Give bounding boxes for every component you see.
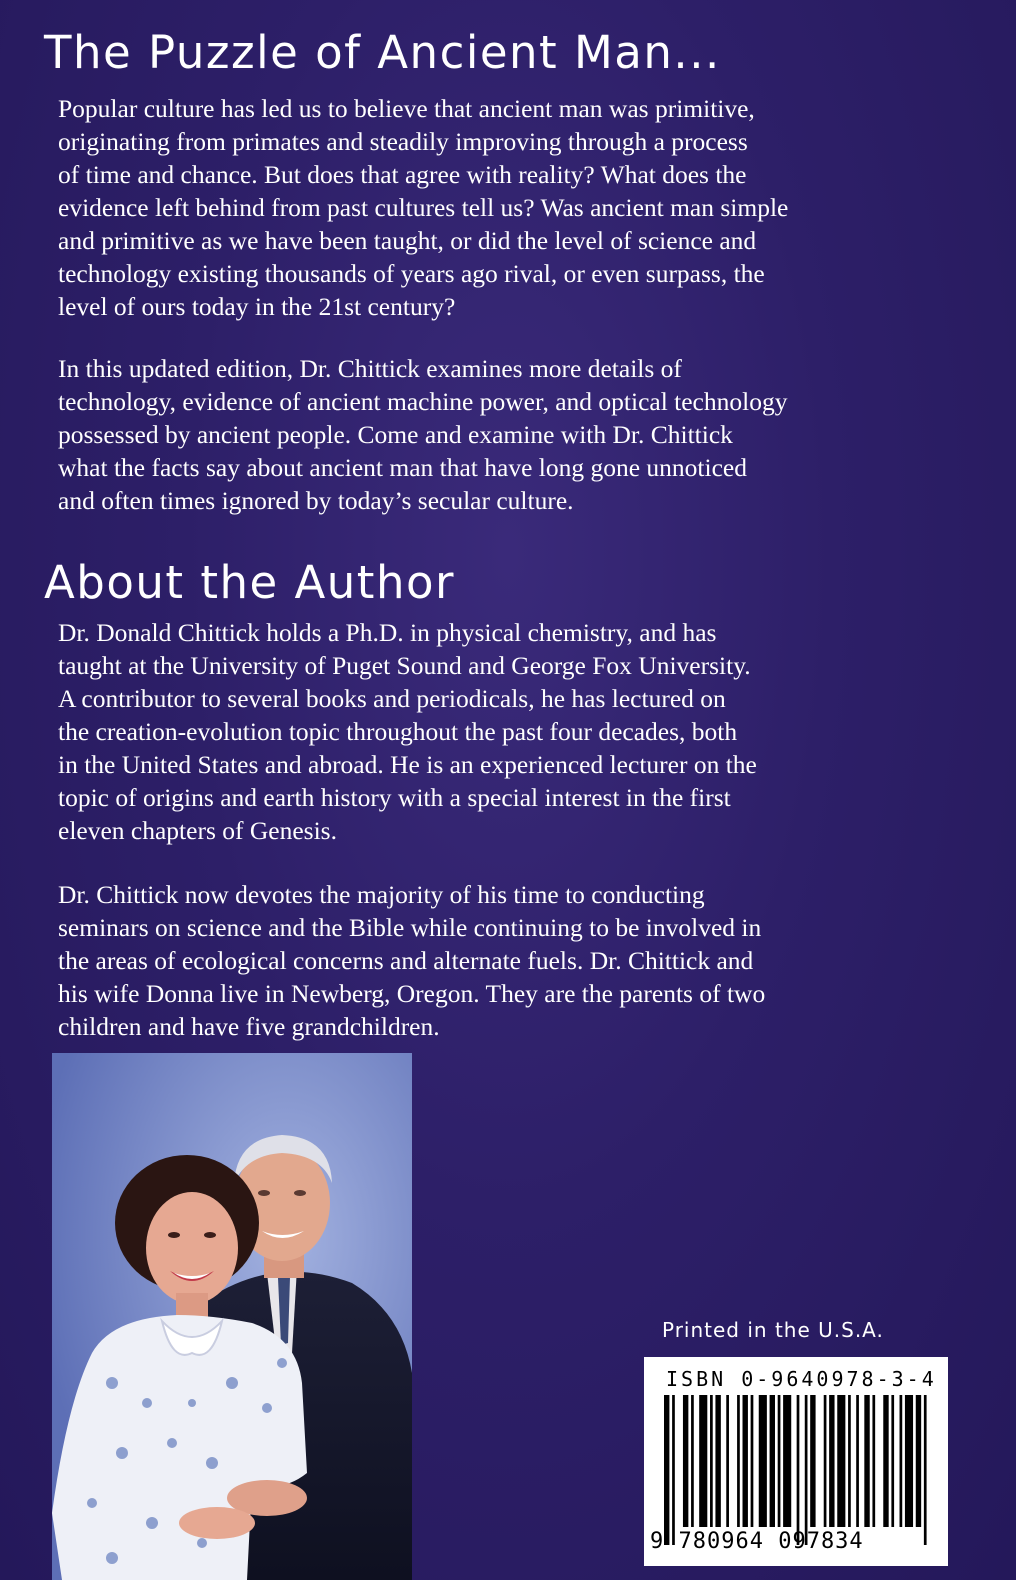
ean-digits: 9 780964 097834 <box>650 1529 864 1554</box>
barcode-bar <box>770 1395 775 1527</box>
text-line: what the facts say about ancient man that have long gone unnoticed <box>58 453 747 482</box>
barcode-bar <box>664 1395 669 1545</box>
barcode-bar <box>737 1395 740 1527</box>
text-line: of time and chance. But does that agree with reality? What does the <box>58 160 747 189</box>
printed-in-label: Printed in the U.S.A. <box>662 1318 884 1342</box>
barcode-bar <box>691 1395 694 1527</box>
author-paragraph-1 <box>58 616 757 847</box>
text-line: taught at the University of Puget Sound and George Fox University. <box>58 651 751 680</box>
author-heading: About the Author <box>44 556 456 609</box>
barcode-bar <box>783 1395 791 1527</box>
description-paragraph-1 <box>58 92 788 323</box>
barcode-bar <box>743 1395 748 1527</box>
barcode-bar <box>751 1395 754 1527</box>
barcode-bar <box>672 1395 675 1545</box>
text-line: originating from primates and steadily improving through a process <box>58 127 748 156</box>
text-line: topic of origins and earth history with a special interest in the first <box>58 783 731 812</box>
text-line: children and have five grandchildren. <box>58 1012 440 1041</box>
barcode-bar <box>699 1395 707 1527</box>
barcode-bar <box>900 1395 903 1527</box>
text-line: seminars on science and the Bible while continuing to be involved in <box>58 913 762 942</box>
barcode-bar <box>715 1395 720 1527</box>
text-line: Dr. Chittick now devotes the majority of his time to conducting <box>58 880 705 909</box>
barcode-bar <box>726 1395 729 1527</box>
barcode-bar <box>797 1395 800 1545</box>
barcode-bar <box>848 1395 851 1527</box>
text-line: A contributor to several books and periodicals, he has lectured on <box>58 684 726 713</box>
barcode-bar <box>837 1395 845 1527</box>
barcode-bar <box>891 1395 894 1527</box>
text-line: eleven chapters of Genesis. <box>58 816 337 845</box>
barcode-bar <box>924 1395 927 1545</box>
text-line: technology, evidence of ancient machine power, and optical technology <box>58 387 788 416</box>
barcode-bar <box>805 1395 808 1545</box>
author-photo <box>52 1053 412 1580</box>
barcode-bar <box>864 1395 869 1527</box>
text-line: Dr. Donald Chittick holds a Ph.D. in physical chemistry, and has <box>58 618 717 647</box>
text-line: his wife Donna live in Newberg, Oregon. They are the parents of two <box>58 979 766 1008</box>
isbn-number: ISBN 0-9640978-3-4 <box>666 1367 937 1391</box>
isbn-barcode <box>644 1357 948 1566</box>
text-line: and often times ignored by today’s secular culture. <box>58 486 574 515</box>
text-line: the areas of ecological concerns and alternate fuels. Dr. Chittick and <box>58 946 754 975</box>
barcode-bar <box>778 1395 781 1527</box>
barcode-bar <box>829 1395 834 1527</box>
text-line: in the United States and abroad. He is an experienced lecturer on the <box>58 750 757 779</box>
text-line: and primitive as we have been taught, or did the level of science and <box>58 226 757 255</box>
text-line: evidence left behind from past cultures tell us? Was ancient man simple <box>58 193 789 222</box>
text-line: In this updated edition, Dr. Chittick examines more details of <box>58 354 682 383</box>
barcode-bar <box>883 1395 888 1527</box>
text-line: possessed by ancient people. Come and examine with Dr. Chittick <box>58 420 733 449</box>
barcode-bar <box>810 1395 815 1527</box>
barcode-bars <box>664 1395 932 1545</box>
main-heading: The Puzzle of Ancient Man... <box>44 26 721 79</box>
barcode-bar <box>905 1395 913 1527</box>
description-paragraph-2 <box>58 352 787 517</box>
text-line: the creation-evolution topic throughout the past four decades, both <box>58 717 738 746</box>
barcode-bar <box>683 1395 688 1527</box>
text-line: Popular culture has led us to believe that ancient man was primitive, <box>58 94 755 123</box>
text-line: level of ours today in the 21st century? <box>58 292 456 321</box>
barcode-bar <box>916 1395 921 1527</box>
barcode-bar <box>872 1395 875 1527</box>
author-paragraph-2 <box>58 878 765 1043</box>
text-line: technology existing thousands of years ago rival, or even surpass, the <box>58 259 765 288</box>
barcode-bar <box>710 1395 713 1527</box>
barcode-bar <box>824 1395 827 1527</box>
barcode-bar <box>759 1395 767 1527</box>
barcode-bar <box>856 1395 859 1527</box>
